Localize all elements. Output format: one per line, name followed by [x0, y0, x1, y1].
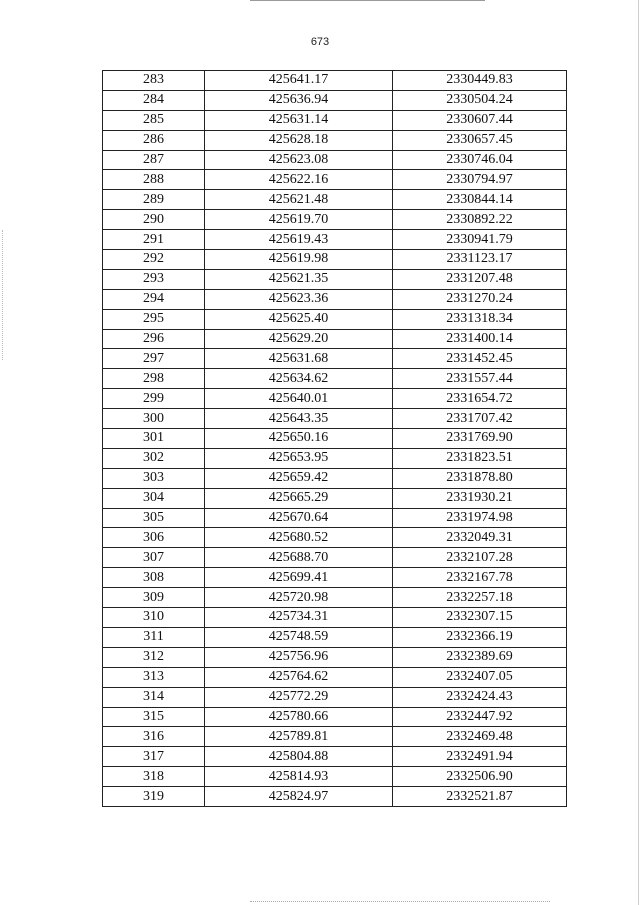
y-coordinate-cell: 2331878.80: [393, 468, 567, 488]
x-coordinate-cell: 425623.08: [205, 150, 393, 170]
x-coordinate-cell: 425814.93: [205, 767, 393, 787]
x-coordinate-cell: 425634.62: [205, 369, 393, 389]
table-row: [103, 349, 567, 369]
point-number-cell: 315: [103, 707, 205, 727]
y-coordinate-cell: 2330657.45: [393, 130, 567, 150]
y-coordinate-cell: 2332167.78: [393, 568, 567, 588]
y-coordinate-cell: 2332107.28: [393, 548, 567, 568]
table-row: [103, 727, 567, 747]
y-coordinate-cell: 2332521.87: [393, 787, 567, 807]
x-coordinate-cell: 425734.31: [205, 608, 393, 628]
table-row: [103, 150, 567, 170]
x-coordinate-cell: 425622.16: [205, 170, 393, 190]
x-coordinate-cell: 425772.29: [205, 687, 393, 707]
y-coordinate-cell: 2331707.42: [393, 409, 567, 429]
table-row: [103, 568, 567, 588]
y-coordinate-cell: 2332424.43: [393, 687, 567, 707]
y-coordinate-cell: 2330844.14: [393, 190, 567, 210]
point-number-cell: 302: [103, 448, 205, 468]
x-coordinate-cell: 425631.14: [205, 110, 393, 130]
point-number-cell: 314: [103, 687, 205, 707]
x-coordinate-cell: 425789.81: [205, 727, 393, 747]
x-coordinate-cell: 425625.40: [205, 309, 393, 329]
point-number-cell: 301: [103, 429, 205, 449]
point-number-cell: 299: [103, 389, 205, 409]
y-coordinate-cell: 2332407.05: [393, 667, 567, 687]
table-row: [103, 707, 567, 727]
y-coordinate-cell: 2331123.17: [393, 250, 567, 270]
table-row: [103, 389, 567, 409]
y-coordinate-cell: 2331557.44: [393, 369, 567, 389]
x-coordinate-cell: 425640.01: [205, 389, 393, 409]
x-coordinate-cell: 425643.35: [205, 409, 393, 429]
point-number-cell: 294: [103, 289, 205, 309]
point-number-cell: 293: [103, 269, 205, 289]
y-coordinate-cell: 2332389.69: [393, 647, 567, 667]
table-row: [103, 687, 567, 707]
table-row: [103, 110, 567, 130]
y-coordinate-cell: 2331974.98: [393, 508, 567, 528]
y-coordinate-cell: 2332366.19: [393, 627, 567, 647]
point-number-cell: 283: [103, 71, 205, 91]
point-number-cell: 303: [103, 468, 205, 488]
point-number-cell: 318: [103, 767, 205, 787]
point-number-cell: 291: [103, 230, 205, 250]
point-number-cell: 319: [103, 787, 205, 807]
x-coordinate-cell: 425636.94: [205, 90, 393, 110]
table-row: [103, 289, 567, 309]
y-coordinate-cell: 2331654.72: [393, 389, 567, 409]
y-coordinate-cell: 2331318.34: [393, 309, 567, 329]
x-coordinate-cell: 425824.97: [205, 787, 393, 807]
point-number-cell: 312: [103, 647, 205, 667]
x-coordinate-cell: 425650.16: [205, 429, 393, 449]
point-number-cell: 307: [103, 548, 205, 568]
y-coordinate-cell: 2331452.45: [393, 349, 567, 369]
point-number-cell: 305: [103, 508, 205, 528]
scan-border-right: [638, 0, 639, 905]
y-coordinate-cell: 2331930.21: [393, 488, 567, 508]
y-coordinate-cell: 2330504.24: [393, 90, 567, 110]
table-row: [103, 627, 567, 647]
y-coordinate-cell: 2332307.15: [393, 608, 567, 628]
table-row: [103, 329, 567, 349]
x-coordinate-cell: 425653.95: [205, 448, 393, 468]
point-number-cell: 295: [103, 309, 205, 329]
y-coordinate-cell: 2332506.90: [393, 767, 567, 787]
table-row: [103, 667, 567, 687]
scan-border-left: [2, 230, 4, 360]
y-coordinate-cell: 2331823.51: [393, 448, 567, 468]
y-coordinate-cell: 2330794.97: [393, 170, 567, 190]
point-number-cell: 300: [103, 409, 205, 429]
table-row: [103, 488, 567, 508]
table-row: [103, 409, 567, 429]
page-number: 673: [310, 36, 330, 48]
table-row: [103, 210, 567, 230]
point-number-cell: 298: [103, 369, 205, 389]
y-coordinate-cell: 2330892.22: [393, 210, 567, 230]
x-coordinate-cell: 425665.29: [205, 488, 393, 508]
y-coordinate-cell: 2332469.48: [393, 727, 567, 747]
table-row: [103, 528, 567, 548]
scan-border-top: [250, 0, 485, 1]
table-row: [103, 508, 567, 528]
table-row: [103, 588, 567, 608]
x-coordinate-cell: 425631.68: [205, 349, 393, 369]
y-coordinate-cell: 2330941.79: [393, 230, 567, 250]
table-row: [103, 608, 567, 628]
x-coordinate-cell: 425623.36: [205, 289, 393, 309]
x-coordinate-cell: 425670.64: [205, 508, 393, 528]
scan-border-bottom: [250, 901, 550, 903]
x-coordinate-cell: 425748.59: [205, 627, 393, 647]
x-coordinate-cell: 425756.96: [205, 647, 393, 667]
y-coordinate-cell: 2330746.04: [393, 150, 567, 170]
point-number-cell: 284: [103, 90, 205, 110]
point-number-cell: 292: [103, 250, 205, 270]
table-row: [103, 429, 567, 449]
y-coordinate-cell: 2332491.94: [393, 747, 567, 767]
x-coordinate-cell: 425629.20: [205, 329, 393, 349]
x-coordinate-cell: 425619.98: [205, 250, 393, 270]
y-coordinate-cell: 2331769.90: [393, 429, 567, 449]
point-number-cell: 287: [103, 150, 205, 170]
point-number-cell: 290: [103, 210, 205, 230]
table-row: [103, 71, 567, 91]
coordinates-table: [102, 70, 567, 807]
x-coordinate-cell: 425688.70: [205, 548, 393, 568]
coordinates-table-body: [103, 71, 567, 807]
point-number-cell: 297: [103, 349, 205, 369]
y-coordinate-cell: 2332049.31: [393, 528, 567, 548]
y-coordinate-cell: 2330449.83: [393, 71, 567, 91]
x-coordinate-cell: 425619.43: [205, 230, 393, 250]
x-coordinate-cell: 425764.62: [205, 667, 393, 687]
y-coordinate-cell: 2332447.92: [393, 707, 567, 727]
y-coordinate-cell: 2332257.18: [393, 588, 567, 608]
x-coordinate-cell: 425780.66: [205, 707, 393, 727]
y-coordinate-cell: 2330607.44: [393, 110, 567, 130]
table-row: [103, 309, 567, 329]
y-coordinate-cell: 2331207.48: [393, 269, 567, 289]
table-row: [103, 230, 567, 250]
table-row: [103, 130, 567, 150]
table-row: [103, 190, 567, 210]
table-row: [103, 767, 567, 787]
x-coordinate-cell: 425804.88: [205, 747, 393, 767]
table-row: [103, 548, 567, 568]
table-row: [103, 250, 567, 270]
point-number-cell: 308: [103, 568, 205, 588]
point-number-cell: 288: [103, 170, 205, 190]
point-number-cell: 316: [103, 727, 205, 747]
table-row: [103, 269, 567, 289]
table-row: [103, 787, 567, 807]
x-coordinate-cell: 425680.52: [205, 528, 393, 548]
table-row: [103, 448, 567, 468]
table-row: [103, 90, 567, 110]
point-number-cell: 310: [103, 608, 205, 628]
point-number-cell: 296: [103, 329, 205, 349]
x-coordinate-cell: 425628.18: [205, 130, 393, 150]
point-number-cell: 317: [103, 747, 205, 767]
point-number-cell: 311: [103, 627, 205, 647]
point-number-cell: 313: [103, 667, 205, 687]
table-row: [103, 170, 567, 190]
x-coordinate-cell: 425699.41: [205, 568, 393, 588]
point-number-cell: 285: [103, 110, 205, 130]
point-number-cell: 286: [103, 130, 205, 150]
table-row: [103, 468, 567, 488]
table-row: [103, 747, 567, 767]
x-coordinate-cell: 425621.48: [205, 190, 393, 210]
y-coordinate-cell: 2331400.14: [393, 329, 567, 349]
point-number-cell: 304: [103, 488, 205, 508]
x-coordinate-cell: 425621.35: [205, 269, 393, 289]
x-coordinate-cell: 425659.42: [205, 468, 393, 488]
x-coordinate-cell: 425641.17: [205, 71, 393, 91]
x-coordinate-cell: 425720.98: [205, 588, 393, 608]
point-number-cell: 306: [103, 528, 205, 548]
x-coordinate-cell: 425619.70: [205, 210, 393, 230]
table-row: [103, 647, 567, 667]
point-number-cell: 289: [103, 190, 205, 210]
point-number-cell: 309: [103, 588, 205, 608]
table-row: [103, 369, 567, 389]
y-coordinate-cell: 2331270.24: [393, 289, 567, 309]
